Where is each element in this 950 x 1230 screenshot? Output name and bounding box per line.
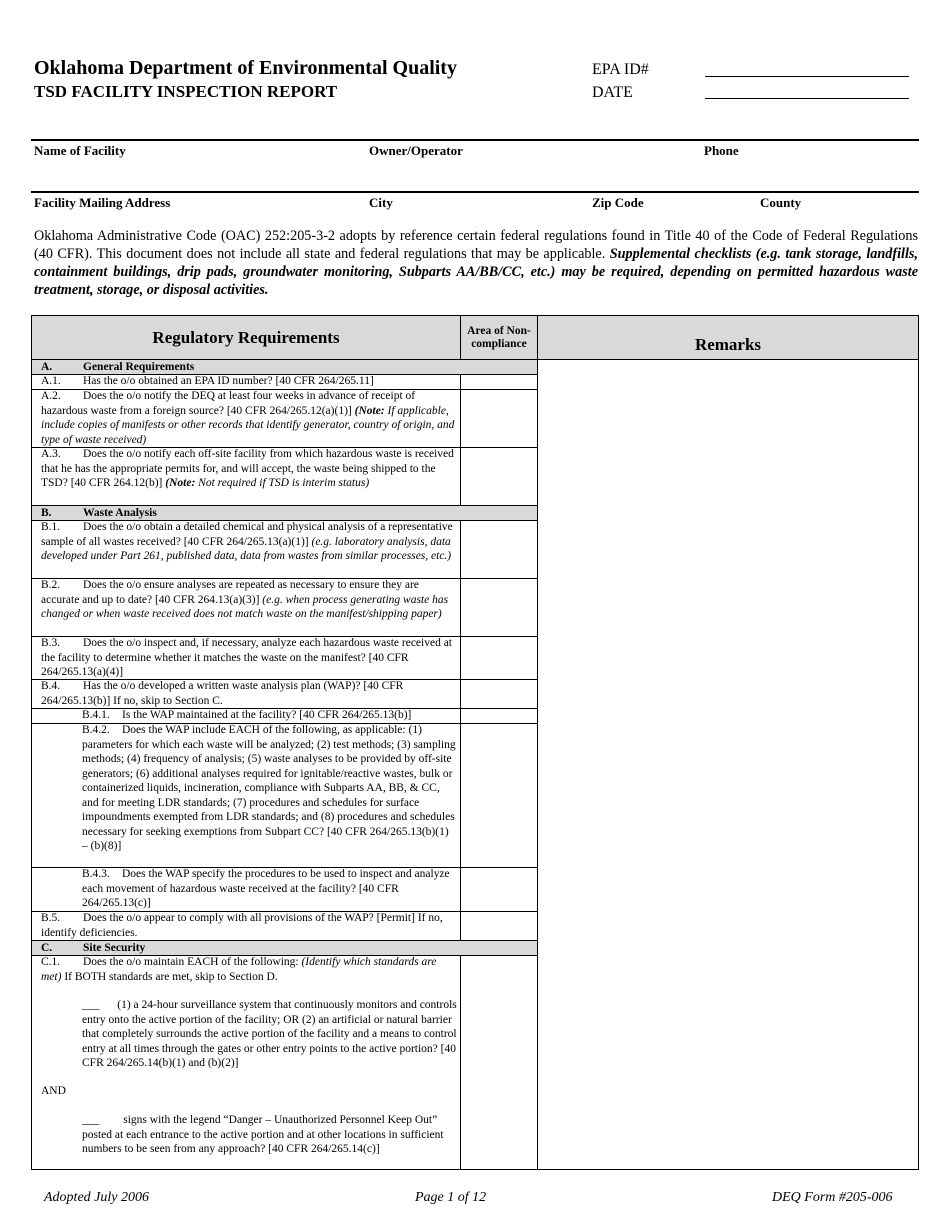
- section-title: General Requirements: [83, 361, 195, 373]
- remarks-header: Remarks: [538, 316, 918, 360]
- epa-id-field[interactable]: [705, 76, 909, 77]
- question-text: Does the o/o maintain EACH of the following:: [83, 956, 299, 968]
- question-text: Does the o/o inspect and, if necessary, analyze each hazardous waste received at the facility to determine whether it matches the waste on the manifest? [40 CFR 264/265.13(a)(4)]: [41, 637, 452, 678]
- section-number: C.: [41, 942, 53, 954]
- intro-paragraph: [34, 227, 918, 299]
- question-number: B.4.3.: [82, 868, 110, 880]
- question-row: [32, 447, 537, 506]
- question-note: (e.g. laboratory analysis, data developed under Part 261, published data, data from wastes from similar processes, etc.): [41, 535, 452, 562]
- date-label: DATE: [592, 84, 633, 101]
- question-note: Not required if TSD is interim status): [198, 477, 370, 489]
- question-text: Does the WAP include EACH of the following, as applicable: (1) parameters for which each waste will be analyzed; (2) test methods; (3) sampling methods; (4) frequency of analysis; (5) waste analyses to be provided by off-site generators; (6) additional analyses required for ignitable/reactive wastes, bulk or containerized liquids, incineration, compliance with Subparts AA, BB, & CC, and for meeting LDR standards; (7) procedures and schedules for surface impoundments exempted from LDR standards; and (8) procedures and schedules necessary for seeking exemptions from Subpart CC? [40 CFR 264/265.13(b)(1) – (b)(8)]: [82, 724, 456, 852]
- mailing-address-label: Facility Mailing Address: [34, 195, 171, 210]
- checkbox-blank[interactable]: ___: [82, 999, 100, 1011]
- question-number: A.1.: [41, 375, 61, 387]
- footer-adopted: Adopted July 2006: [44, 1190, 149, 1205]
- standard-option: signs with the legend “Danger – Unauthorized Personnel Keep Out” posted at each entrance to the active portion and at other locations in sufficient numbers to be seen from any approach? [40 CFR 264/265.14(c)]: [82, 1114, 444, 1155]
- question-text: Does the o/o notify the DEQ at least four weeks in advance of receipt of hazardous waste from a foreign source? [40 CFR 264/265.12(a)(1)]: [41, 390, 416, 417]
- note-label: (Note:: [165, 477, 196, 489]
- question-row: [32, 520, 537, 579]
- question-text: Has the o/o developed a written waste analysis plan (WAP)? [40 CFR 264/265.13(b)] If no, skip to Section C.: [41, 680, 404, 707]
- date-field[interactable]: [705, 98, 909, 99]
- intro-text: Oklahoma Administrative Code (OAC) 252:205-3-2 adopts by reference certain federal regulations found in Title 40 of the Code of Federal Regulations (40 CFR). This document does not include all state and federal regulations that may be applicable.: [34, 228, 918, 262]
- question-number: B.5.: [41, 912, 61, 924]
- question-row: [32, 911, 537, 941]
- section-number: B.: [41, 507, 52, 519]
- question-note: If applicable, include copies of manifests or other records that identify generator, country of origin, and type of waste received): [41, 404, 455, 446]
- question-text: Does the o/o obtain a detailed chemical and physical analysis of a representative sample of all wastes received? [40 CFR 264/265.13(a)(1)]: [41, 521, 453, 548]
- question-row: [32, 389, 537, 448]
- report-title: TSD FACILITY INSPECTION REPORT: [34, 82, 338, 101]
- divider: [31, 191, 919, 193]
- and-label: AND: [41, 1085, 66, 1097]
- county-label: County: [760, 195, 802, 210]
- question-note: (Identify which standards are met): [41, 956, 437, 983]
- section-title: Site Security: [83, 942, 146, 954]
- question-text: Does the WAP specify the procedures to be used to inspect and analyze each movement of hazardous waste received at the facility? [40 CFR 264/265.13(c)]: [82, 868, 450, 909]
- intro-emphasis: Supplemental checklists (e.g. tank storage, landfills, containment buildings, drip pads, groundwater monitoring, Subparts AA/BB/CC, etc.) may be required, depending on permitted hazardous waste treatment, storage, or disposal activities.: [34, 246, 918, 298]
- question-text: Does the o/o appear to comply with all provisions of the WAP? [Permit] If no, identify deficiencies.: [41, 912, 443, 939]
- question-row: [32, 955, 537, 1170]
- footer-page-number: Page 1 of 12: [415, 1190, 487, 1205]
- question-row: [32, 578, 537, 637]
- question-row: [32, 723, 537, 868]
- question-number: A.2.: [41, 390, 61, 402]
- note-label: (Note:: [354, 404, 385, 417]
- question-row: [32, 679, 537, 709]
- question-number: B.4.: [41, 680, 61, 692]
- facility-name-label: Name of Facility: [34, 143, 126, 158]
- section-number: A.: [41, 361, 53, 373]
- question-number: C.1.: [41, 956, 61, 968]
- question-text: If BOTH standards are met, skip to Section D.: [64, 970, 278, 983]
- zip-code-label: Zip Code: [592, 195, 644, 210]
- question-text: Has the o/o obtained an EPA ID number? [40 CFR 264/265.11]: [83, 375, 374, 387]
- question-number: B.1.: [41, 521, 61, 533]
- section-header: [32, 505, 537, 521]
- question-note: (e.g. when process generating waste has changed or when waste received does not match waste on the manifest/shipping paper): [41, 593, 449, 620]
- standard-option: (1) a 24-hour surveillance system that continuously monitors and controls entry onto the active portion of the facility; OR (2) an artificial or natural barrier that completely surrounds the active portion of the facility and a means to control entry at all times through the gates or other entry points to the active portion? [40 CFR 264/265.14(b)(1) and (b)(2)]: [82, 999, 457, 1069]
- city-label: City: [369, 195, 393, 210]
- section-title: Waste Analysis: [83, 507, 157, 519]
- checkbox-blank[interactable]: ___: [82, 1114, 100, 1126]
- section-header: [32, 940, 537, 956]
- phone-label: Phone: [704, 143, 739, 158]
- question-row: [32, 708, 537, 724]
- owner-operator-label: Owner/Operator: [369, 143, 463, 158]
- question-number: A.3.: [41, 448, 61, 460]
- question-row: [32, 374, 537, 390]
- question-number: B.4.2.: [82, 724, 110, 736]
- footer-form-number: DEQ Form #205-006: [772, 1190, 893, 1205]
- question-number: B.2.: [41, 579, 61, 591]
- epa-id-label: EPA ID#: [592, 61, 649, 78]
- question-number: B.4.1.: [82, 709, 110, 721]
- agency-title: Oklahoma Department of Environmental Quality: [34, 57, 457, 79]
- noncompliance-header: Area of Non-compliance: [461, 316, 537, 360]
- section-header: [32, 359, 537, 375]
- question-row: [32, 636, 537, 680]
- question-text: Is the WAP maintained at the facility? [40 CFR 264/265.13(b)]: [122, 709, 412, 721]
- divider: [31, 139, 919, 141]
- question-text: Does the o/o ensure analyses are repeated as necessary to ensure they are accurate and up to date? [40 CFR 264.13(a)(3)]: [41, 579, 419, 606]
- question-text: Does the o/o notify each off-site facility from which hazardous waste is received that he has the appropriate permits for, and will accept, the waste being shipped to the TSD? [40 CFR 264.12(b)]: [41, 448, 454, 489]
- question-row: [32, 867, 537, 912]
- requirements-header: Regulatory Requirements: [32, 316, 460, 360]
- question-number: B.3.: [41, 637, 61, 649]
